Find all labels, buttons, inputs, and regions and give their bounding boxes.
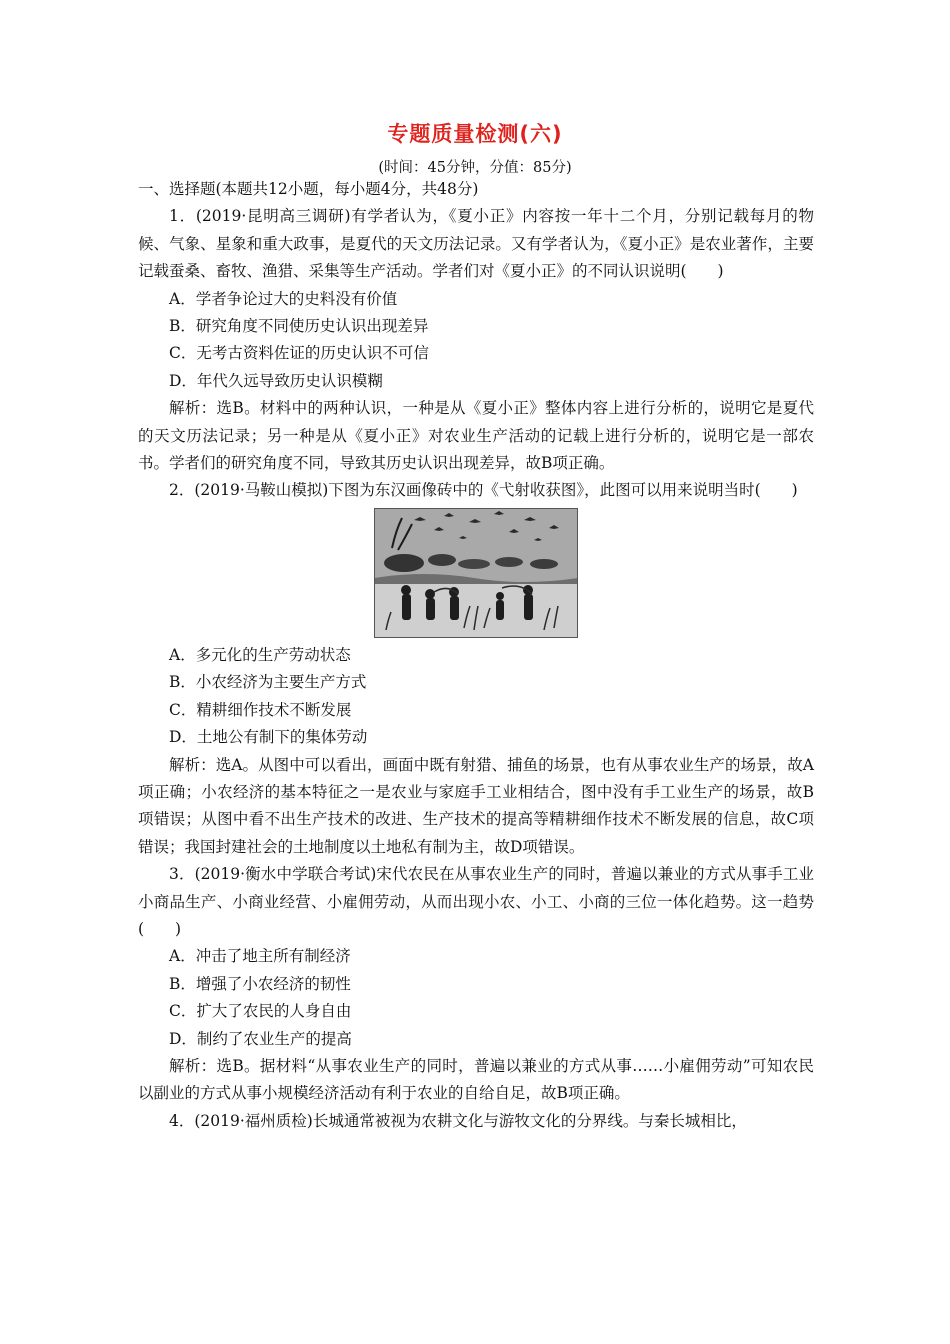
question-3-option-a: A．冲击了地主所有制经济 <box>169 947 351 966</box>
question-2-analysis: 解析：选A。从图中可以看出，画面中既有射猎、捕鱼的场景，也有从事农业生产的场景，故A项正确；小农经济的基本特征之一是农业与家庭手工业相结合，图中没有手工业生产的场景，故B项错误；从图中看不出生产技术的改进、生产技术的提高等精耕细作技术不断发展的信息，故C项错误；我国封建社会的土地制度以土地私有制为主，故D项错误。 <box>138 755 814 856</box>
question-3-stem: 3．(2019·衡水中学联合考试)宋代农民在从事农业生产的同时，普遍以兼业的方式从事手工业小商品生产、小商业经营、小雇佣劳动，从而出现小农、小工、小商的三位一体化趋势。这一趋势( ) <box>138 865 814 938</box>
hunting-harvest-image <box>374 508 578 638</box>
question-3-option-b: B．增强了小农经济的韧性 <box>169 974 351 993</box>
question-2-option-c: C．精耕细作技术不断发展 <box>169 700 352 719</box>
page-title: 专题质量检测(六) <box>387 122 563 146</box>
question-3-analysis: 解析：选B。据材料“从事农业生产的同时，普遍以兼业的方式从事……小雇佣劳动”可知农民以副业的方式从事小规模经济活动有利于农业的自给自足，故B项正确。 <box>138 1056 814 1103</box>
question-1-option-c: C．无考古资料佐证的历史认识不可信 <box>169 344 429 363</box>
question-2-option-b: B．小农经济为主要生产方式 <box>169 673 367 692</box>
section-heading: 一、选择题(本题共12小题，每小题4分，共48分) <box>138 180 479 198</box>
question-2-option-a: A．多元化的生产劳动状态 <box>169 645 351 664</box>
question-2-figure <box>138 505 814 642</box>
question-1-analysis: 解析：选B。材料中的两种认识，一种是从《夏小正》整体内容上进行分析的，说明它是夏代的天文历法记录；另一种是从《夏小正》对农业生产活动的记载上进行分析的，说明它是一部农书。学者们的研究角度不同，导致其历史认识出现差异，故B项正确。 <box>138 399 814 473</box>
question-1-option-b: B．研究角度不同使历史认识出现差异 <box>169 317 429 336</box>
exam-info: (时间：45分钟，分值：85分) <box>378 160 572 176</box>
document-body <box>138 176 814 1135</box>
question-1-stem: 1．(2019·昆明高三调研)有学者认为，《夏小正》内容按一年十二个月，分别记载每月的物候、气象、星象和重大政事，是夏代的天文历法记录。又有学者认为，《夏小正》是农业著作，主要记载蚕桑、畜牧、渔猎、采集等生产活动。学者们对《夏小正》的不同认识说明( ) <box>138 207 814 281</box>
question-4-stem: 4．(2019·福州质检)长城通常被视为农耕文化与游牧文化的分界线。与秦长城相比， <box>169 1111 747 1130</box>
question-2-option-d: D．土地公有制下的集体劳动 <box>169 728 368 747</box>
question-1-option-a: A．学者争论过大的史料没有价值 <box>169 289 398 308</box>
question-1-option-d: D．年代久远导致历史认识模糊 <box>169 371 383 390</box>
question-2-stem: 2．(2019·马鞍山模拟)下图为东汉画像砖中的《弋射收获图》，此图可以用来说明当时( ) <box>169 481 798 500</box>
question-3-option-c: C．扩大了农民的人身自由 <box>169 1002 352 1021</box>
question-3-option-d: D．制约了农业生产的提高 <box>169 1029 352 1048</box>
